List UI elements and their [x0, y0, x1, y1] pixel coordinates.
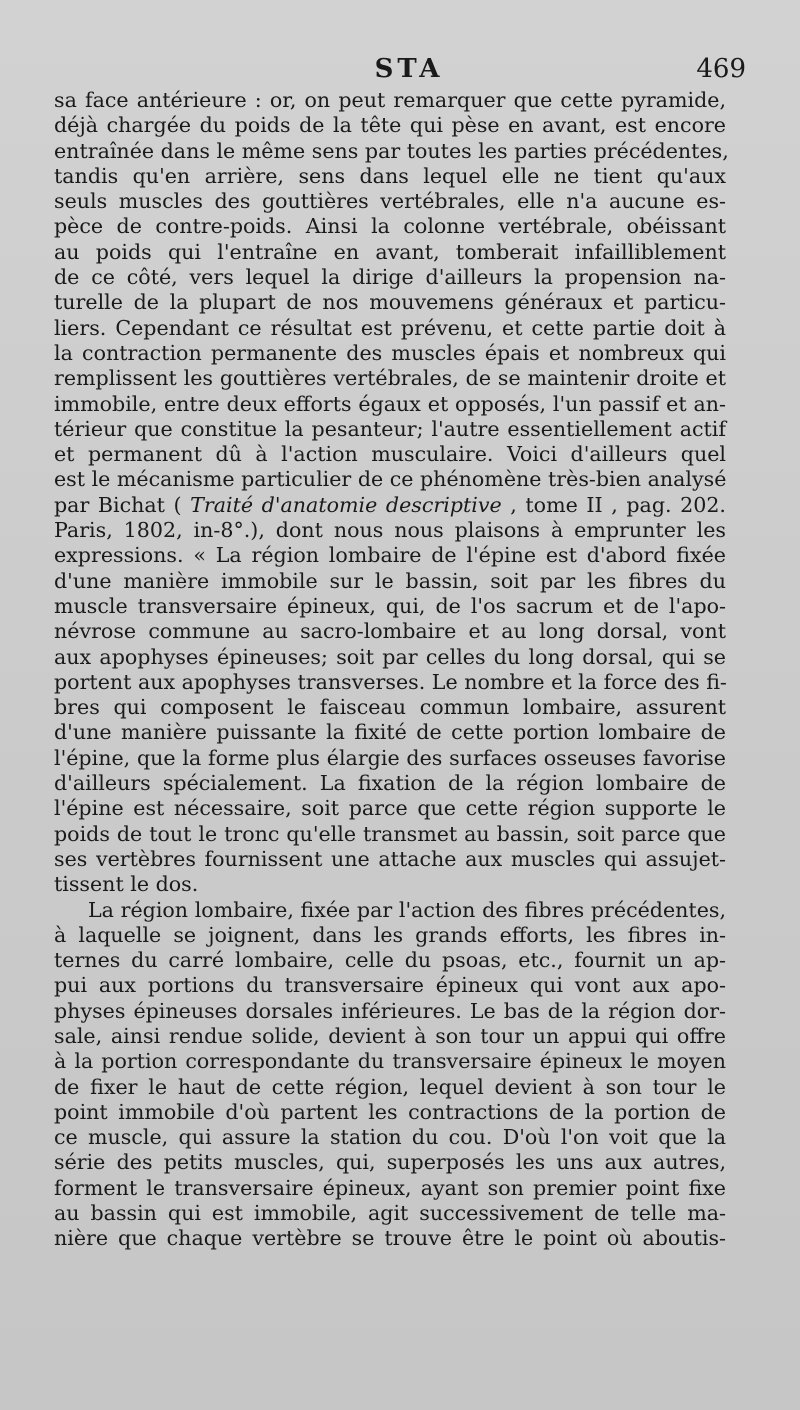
text-line: La région lombaire, fixée par l'action des fibres précédentes, [88, 897, 726, 922]
text-line: est le mécanisme particulier de ce phénomène très-bien analysé [54, 467, 727, 492]
text-line: aux apophyses épineuses; soit par celles du long dorsal, qui se [54, 644, 726, 669]
text-line: nière que chaque vertèbre se trouve être le point où aboutis- [54, 1226, 726, 1251]
paragraph-1 [54, 88, 729, 898]
text-line: Paris, 1802, in-8°.), dont nous nous plaisons à emprunter les [54, 518, 726, 543]
body-text [54, 88, 729, 1252]
text-line: seuls muscles des gouttières vertébrales, elle n'a aucune es- [54, 189, 726, 214]
text-line: et permanent dû à l'action musculaire. Voici d'ailleurs quel [54, 442, 726, 467]
text-line: d'une manière puissante la fixité de cette portion lombaire de [54, 720, 726, 745]
text-line: à la portion correspondante du transversaire épineux le moyen [54, 1049, 726, 1074]
text-line: immobile, entre deux efforts égaux et opposés, l'un passif et an- [54, 391, 726, 416]
citation-line [54, 493, 726, 518]
running-head: STA [374, 54, 444, 84]
text-line: d'ailleurs spécialement. La fixation de la région lombaire de [54, 771, 726, 796]
text-line: bres qui composent le faisceau commun lombaire, assurent [54, 695, 726, 720]
text-line: ses vertèbres fournissent une attache aux muscles qui assujet- [54, 846, 726, 871]
text-line: tissent le dos. [54, 872, 199, 897]
text-line: entraînée dans le même sens par toutes les parties précédentes, [54, 138, 729, 163]
text-line: turelle de la plupart de nos mouvemens généraux et particu- [54, 290, 726, 315]
citation-prefix: par Bichat ( [54, 492, 191, 517]
paragraph-2 [54, 898, 726, 1252]
text-line: muscle transversaire épineux, qui, de l'os sacrum et de l'apo- [54, 593, 726, 618]
text-line: forment le transversaire épineux, ayant son premier point fixe [54, 1175, 726, 1200]
citation-suffix: , tome II , pag. 202. [501, 492, 726, 517]
text-line: série des petits muscles, qui, superposés les uns aux autres, [54, 1150, 726, 1175]
text-line: l'épine est nécessaire, soit parce que cette région supporte le [54, 796, 726, 821]
text-line: portent aux apophyses transverses. Le nombre et la force des fi- [54, 669, 727, 694]
text-line: pui aux portions du transversaire épineux qui vont aux apo- [54, 973, 726, 998]
text-line: au poids qui l'entraîne en avant, tomberait infailliblement [54, 239, 726, 264]
text-line: expressions. « La région lombaire de l'épine est d'abord fixée [54, 543, 726, 568]
page-number: 469 [696, 54, 746, 84]
text-line: de ce côté, vers lequel la dirige d'ailleurs la propension na- [54, 265, 726, 290]
text-line: l'épine, que la forme plus élargie des surfaces osseuses favorise [54, 745, 726, 770]
text-line: au bassin qui est immobile, agit successivement de telle ma- [54, 1201, 726, 1226]
page-header [58, 54, 760, 88]
text-line: de fixer le haut de cette région, lequel devient à son tour le [54, 1074, 726, 1099]
text-line: déjà chargée du poids de la tête qui pèse en avant, est encore [54, 113, 726, 138]
text-line: tandis qu'en arrière, sens dans lequel elle ne tient qu'aux [54, 163, 726, 188]
text-line: d'une manière immobile sur le bassin, soit par les fibres du [54, 568, 726, 593]
text-line: liers. Cependant ce résultat est prévenu, et cette partie doit à [54, 315, 726, 340]
text-line: térieur que constitue la pesanteur; l'autre essentiellement actif [54, 416, 726, 441]
text-line: sa face antérieure : or, on peut remarquer que cette pyramide, [54, 88, 726, 112]
text-line: à laquelle se joignent, dans les grands efforts, les fibres in- [54, 922, 726, 947]
text-line: ce muscle, qui assure la station du cou. D'où l'on voit que la [54, 1125, 726, 1150]
text-line: point immobile d'où partent les contractions de la portion de [54, 1099, 726, 1124]
text-line: pèce de contre-poids. Ainsi la colonne vertébrale, obéissant [54, 214, 726, 239]
text-line: la contraction permanente des muscles épais et nombreux qui [54, 340, 726, 365]
text-line: névrose commune au sacro-lombaire et au long dorsal, vont [54, 619, 726, 644]
text-line: poids de tout le tronc qu'elle transmet au bassin, soit parce que [54, 821, 726, 846]
text-line: ternes du carré lombaire, celle du psoas, etc., fournit un ap- [54, 948, 726, 973]
text-line: sale, ainsi rendue solide, devient à son tour un appui qui offre [54, 1023, 726, 1048]
text-line: remplissent les gouttières vertébrales, de se maintenir droite et [54, 366, 726, 391]
book-title: Traité d'anatomie descriptive [190, 492, 502, 517]
text-line: physes épineuses dorsales inférieures. Le bas de la région dor- [54, 998, 726, 1023]
